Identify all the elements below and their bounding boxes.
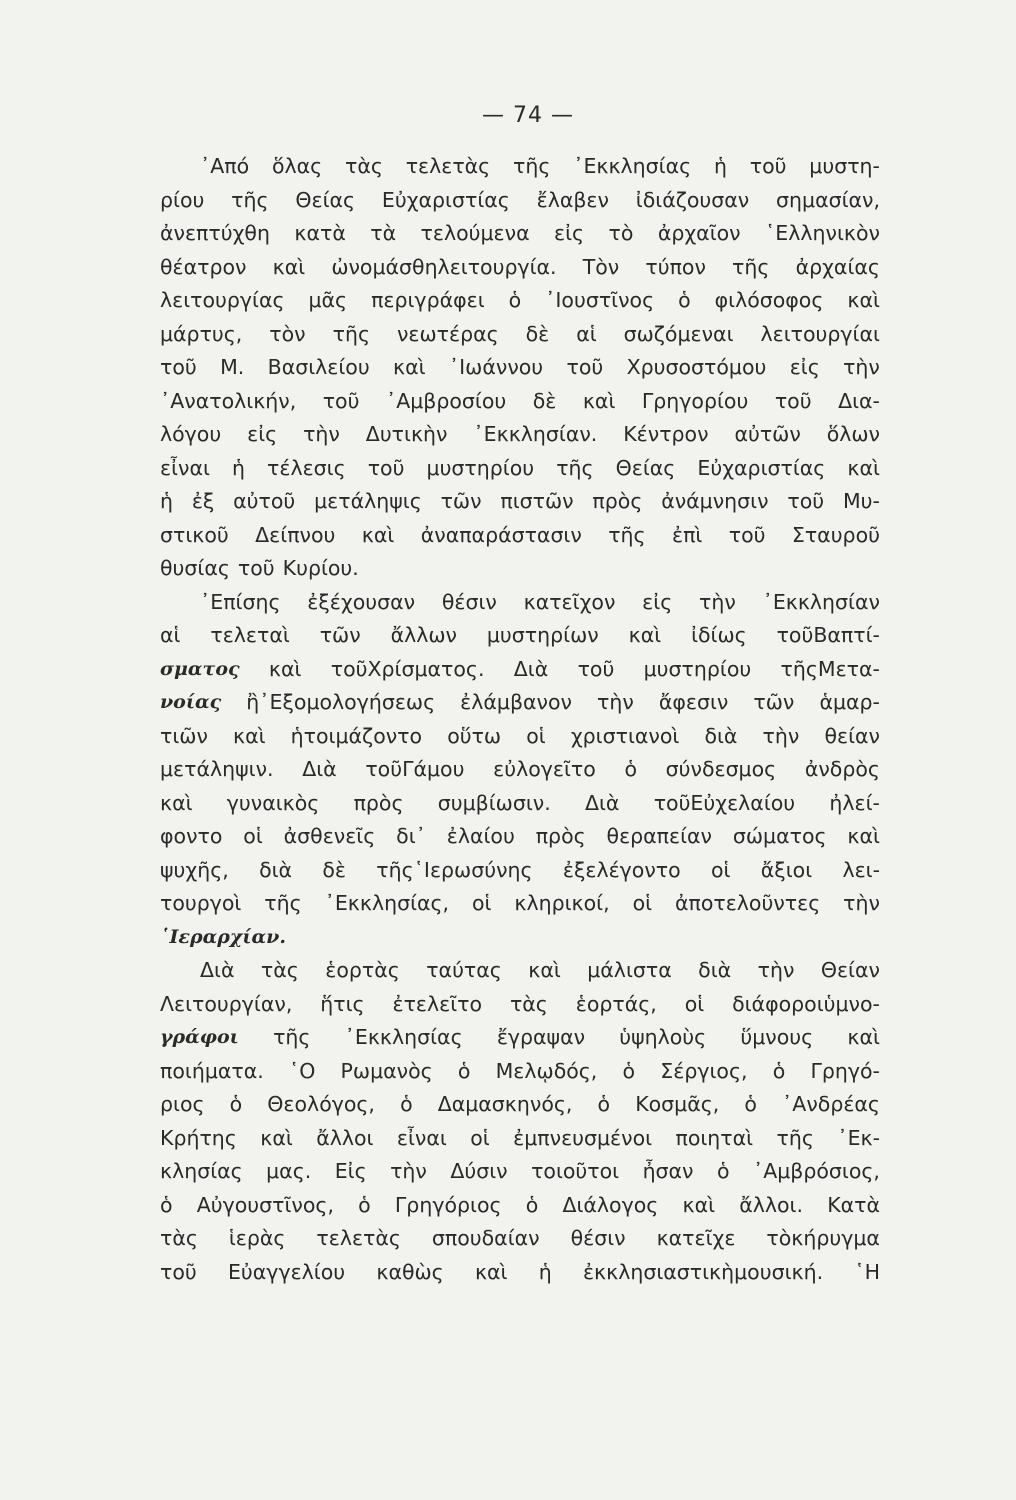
word: ρίου <box>160 187 205 212</box>
word: ἰδίως <box>691 623 747 647</box>
word: τοῦΕὐχελαίου <box>653 790 796 815</box>
word: μυστηρίων <box>486 623 599 647</box>
word: τῶν <box>319 623 361 647</box>
word: νεωτέρας <box>396 321 499 346</box>
word: τῆς <box>608 522 646 547</box>
word: ᾿Αμβρόσιος, <box>752 1159 880 1183</box>
text-line <box>160 1021 880 1055</box>
word: μας. <box>266 1159 312 1183</box>
text-line <box>160 1189 880 1223</box>
word: ψυχῆς, <box>160 857 229 882</box>
word: τῶν <box>440 489 482 513</box>
word: καὶ <box>268 656 302 681</box>
word: τῆς <box>273 1025 311 1049</box>
text-line <box>160 720 880 754</box>
word: Εἰς <box>334 1159 367 1183</box>
word: Δια- <box>838 388 880 413</box>
word: τὰ <box>370 221 397 245</box>
word: δι᾿ <box>396 824 426 848</box>
word: τιῶν <box>160 723 208 748</box>
word: κατὰ <box>294 221 346 245</box>
word: θείαν <box>824 723 880 748</box>
emphasized-word: σματος <box>160 657 240 680</box>
word: Χρυσοστόμου <box>626 355 767 379</box>
word: τὸν <box>269 321 306 346</box>
word: τὰς <box>509 991 548 1016</box>
word: θέατρον <box>160 254 247 279</box>
word: τὴν <box>843 891 880 915</box>
word: ἥτις <box>320 991 365 1016</box>
word: ᾿Ανατολικήν, <box>160 388 297 413</box>
word: καὶ <box>474 1259 508 1284</box>
word: ᾿Ιουστῖνος <box>545 288 655 312</box>
word: καὶ <box>393 355 426 379</box>
word: τουργοὶ <box>160 891 242 915</box>
word: ᾿Ανδρέας <box>782 1092 880 1116</box>
word: ᾿Εκκλησίας, <box>324 891 450 915</box>
word: Κοσμᾶς, <box>635 1092 720 1116</box>
word: Διὰ <box>513 656 549 681</box>
word: ᾿Από <box>200 154 250 178</box>
word: εἰς <box>642 589 673 614</box>
word: τὸ <box>608 221 634 245</box>
text-line <box>160 1155 880 1189</box>
word: τοῦ <box>787 489 825 513</box>
word: Διὰ <box>302 757 337 781</box>
word: ὁ <box>358 1192 371 1217</box>
word: τοῦ <box>237 556 275 580</box>
word: ἐλαίου <box>446 824 515 848</box>
word: μάλιστα <box>587 958 672 982</box>
word: τοῦΒαπτί- <box>776 623 880 647</box>
word: τελετὰς <box>405 154 491 178</box>
word: συμβίωσιν. <box>437 790 551 815</box>
word: ᾿Εκ- <box>837 1125 880 1150</box>
word: εἰς <box>789 355 820 379</box>
word: καὶ <box>260 1125 293 1150</box>
word: τὸκήρυγμα <box>766 1226 880 1250</box>
word: τῆς <box>231 187 269 212</box>
word: Κέντρον <box>623 422 709 446</box>
word: καὶ <box>582 388 616 413</box>
word: ἐλάμβανον <box>460 690 572 714</box>
word: τῆς <box>513 154 551 178</box>
word: ὕμνους <box>740 1025 814 1049</box>
text-line <box>160 820 880 854</box>
word: θεραπείαν <box>606 824 713 848</box>
word: Ρωμανὸς <box>340 1058 433 1083</box>
text-line <box>160 452 880 486</box>
word: σύνδεσμος <box>665 757 777 781</box>
word: καὶ <box>847 455 880 480</box>
word: ἄλλοι <box>316 1125 374 1150</box>
word: τοῦ <box>160 1259 197 1284</box>
word: καὶ <box>628 623 662 647</box>
word: ὁ <box>772 1058 786 1083</box>
emphasized-word: γράφοι <box>160 1026 239 1048</box>
word: ᾿Εκκλησίαν <box>762 589 880 614</box>
word: ὁ <box>400 1092 413 1116</box>
word: οἱ <box>632 891 653 915</box>
word: πιστῶν <box>500 489 574 513</box>
word: ἀρχαίας <box>795 254 880 279</box>
word: θυσίας <box>160 556 230 580</box>
word: Μελῳδός, <box>495 1058 598 1083</box>
word: ῾Ο <box>288 1058 316 1083</box>
word: Δαμασκηνός, <box>437 1092 573 1116</box>
word: λόγου <box>160 422 222 446</box>
word: ἄφεσιν <box>658 690 729 714</box>
word: καὶ <box>528 958 561 982</box>
text-line <box>160 1256 880 1290</box>
word: καὶ <box>233 723 266 748</box>
word: Σταυροῦ <box>791 522 880 547</box>
word: ἀποτελοῦντες <box>674 891 821 915</box>
word: τέλεσις <box>267 455 346 480</box>
word: λειτουργίαι <box>760 321 880 346</box>
text-line <box>160 1088 880 1122</box>
word: ἐξ <box>191 489 215 513</box>
word: οἱ <box>470 1125 490 1150</box>
word: Γρηγόριος <box>394 1192 502 1217</box>
word: μάρτυς, <box>160 321 243 346</box>
text-line <box>160 184 880 218</box>
word: μυστηρίου <box>643 656 752 681</box>
word: σωζόμεναι <box>623 321 734 346</box>
word: Λειτουργίαν, <box>160 991 293 1016</box>
word: φοντο <box>160 824 223 848</box>
word: ῾Ελληνικὸν <box>765 221 880 245</box>
word: ἡ <box>713 154 727 178</box>
text-line <box>160 988 880 1022</box>
word: διάφοροιὑμνο- <box>732 991 880 1016</box>
word: Κρήτης <box>160 1125 237 1150</box>
word: καὶ <box>847 288 880 312</box>
word: ὁ <box>160 1192 173 1217</box>
word: ἡ <box>538 1259 552 1284</box>
word: χριστιανοὶ <box>570 723 680 748</box>
word: λειτουργίας <box>160 288 285 312</box>
word: τοῦ <box>367 455 405 480</box>
word: εἰς <box>554 221 585 245</box>
word: ῾Η <box>854 1259 880 1284</box>
word: Θείαν <box>820 958 880 982</box>
word: θέσιν <box>570 1226 626 1250</box>
word: δὲ <box>322 857 346 882</box>
text-line <box>160 887 880 921</box>
word: τοῦ <box>160 355 197 379</box>
text-line <box>160 485 880 519</box>
word: κληρικοί, <box>514 891 610 915</box>
word: οἱ <box>710 857 731 882</box>
word: Εὐχαριστίας <box>697 455 826 480</box>
word: οἱ <box>526 723 546 748</box>
word: ἡ <box>160 489 173 513</box>
word: ἢ᾿Εξομολογήσεως <box>246 690 436 714</box>
text-line <box>160 753 880 787</box>
word: καὶ <box>847 824 880 848</box>
text-line <box>160 284 880 318</box>
word: τῆς <box>732 254 770 279</box>
text-line <box>160 1122 880 1156</box>
word: Διὰ <box>200 958 235 982</box>
word: ἐξελέγοντο <box>562 857 681 882</box>
word: λει- <box>842 857 880 882</box>
word: Αὐγουστῖνος, <box>196 1192 334 1217</box>
word: ἐτελεῖτο <box>392 991 483 1016</box>
word: σημασίαν, <box>776 187 880 212</box>
word: τύπον <box>645 254 706 279</box>
word: Δείπνου <box>255 522 336 547</box>
text-line <box>160 519 880 553</box>
word: περιγράφει <box>371 288 485 312</box>
word: τῆς῾Ιερωσύνης <box>376 857 533 882</box>
text-line <box>160 318 880 352</box>
word: ὁ <box>744 1092 757 1116</box>
word: πρὸς <box>592 489 643 513</box>
word: οἱ <box>684 991 705 1016</box>
word: τὴν <box>843 355 880 379</box>
word: Σέργιος, <box>660 1058 748 1083</box>
word: Διὰ <box>584 790 620 815</box>
word: ὁ <box>229 1092 243 1116</box>
word: καὶ <box>847 1025 880 1049</box>
text-line <box>160 552 880 586</box>
word: ὠνομάσθηλειτουργία. <box>331 254 557 279</box>
word: ἀνεπτύχθη <box>160 221 270 245</box>
word: τοῦΧρίσματος. <box>330 656 485 681</box>
word: ὁ <box>716 1159 730 1183</box>
word: τοῦ <box>577 656 615 681</box>
text-line <box>160 686 880 720</box>
word: ἐμπνευσμένοι <box>513 1125 653 1150</box>
word: τοιοῦτοι <box>531 1159 620 1183</box>
word: φιλόσοφος <box>714 288 824 312</box>
word: ᾿Επίσης <box>200 589 281 614</box>
word: Μ. <box>220 355 245 379</box>
text-line <box>160 150 880 184</box>
word: μυστη- <box>809 154 880 178</box>
text-line <box>160 1222 880 1256</box>
word: τὴν <box>699 589 736 614</box>
word: κλησίας <box>160 1159 243 1183</box>
word: ταύτας <box>426 958 502 982</box>
body-text <box>160 150 880 1289</box>
word: ἄλλων <box>390 623 457 647</box>
word: Γρηγορίου <box>641 388 749 413</box>
word: Βασιλείου <box>267 355 370 379</box>
word: Μυ- <box>842 489 880 513</box>
text-line <box>160 619 880 653</box>
word: τῆς <box>332 321 370 346</box>
word: ᾿Εκκλησίας <box>573 154 692 178</box>
word: ἰδιάζουσαν <box>635 187 750 212</box>
word: τὰς <box>345 154 383 178</box>
word: ὁ <box>597 1092 611 1116</box>
word: θέσιν <box>441 589 497 614</box>
word: ἑορτάς, <box>575 991 657 1016</box>
text-line <box>160 787 880 821</box>
word: ᾿Εκκλησίαν. <box>473 422 598 446</box>
word: τοῦ <box>749 154 787 178</box>
word: ἔγραψαν <box>496 1025 586 1049</box>
word: δὲ <box>532 388 557 413</box>
text-line <box>160 217 880 251</box>
word: ὁ <box>525 1192 539 1217</box>
word: τοῦ <box>566 355 604 379</box>
text-line <box>160 921 880 955</box>
word: τὴν <box>597 690 634 714</box>
text-line <box>160 586 880 620</box>
word: ἡτοιμάζοντο <box>290 723 423 748</box>
word: εἶναι <box>160 455 210 480</box>
emphasized-word: νοίας <box>160 691 222 713</box>
word: ὅλων <box>826 422 880 446</box>
word: ἀναπαράστασιν <box>420 522 582 547</box>
word: ὁ <box>624 757 637 781</box>
word: τελεταὶ <box>210 623 290 647</box>
text-line <box>160 854 880 888</box>
word: ἀσθενεῖς <box>283 824 376 848</box>
word: ἐξέχουσαν <box>307 589 416 614</box>
word: καὶ <box>682 1192 716 1217</box>
word: τοῦ <box>322 388 360 413</box>
word: αὐτῶν <box>734 422 801 446</box>
word: στικοῦ <box>160 522 229 547</box>
word: μᾶς <box>308 288 348 312</box>
text-line <box>160 385 880 419</box>
word: ἀνδρὸς <box>804 757 880 781</box>
word: οἱ <box>472 891 492 915</box>
word: ὁ <box>678 288 691 312</box>
text-line <box>160 251 880 285</box>
word: Γρηγό- <box>810 1058 880 1083</box>
word: ποιήματα. <box>160 1058 264 1083</box>
word: ἑορτὰς <box>325 958 400 982</box>
text-line <box>160 418 880 452</box>
word: Κατὰ <box>827 1192 880 1217</box>
word: εὐλογεῖτο <box>493 757 596 781</box>
word: τὴν <box>757 958 795 982</box>
word: καὶ <box>361 522 395 547</box>
word: ᾿Αμβροσίου <box>385 388 507 413</box>
word: τὴν <box>303 422 340 446</box>
word: τοῦ <box>728 522 766 547</box>
word: τὰς <box>260 958 299 982</box>
word: τοῦ <box>774 388 812 413</box>
word: οὕτω <box>447 723 502 748</box>
word: ἐπὶ <box>671 522 703 547</box>
word: πρὸς <box>535 824 586 848</box>
word: τῆςΜετα- <box>780 656 880 681</box>
word: ὁ <box>622 1058 636 1083</box>
word: τῆς <box>264 891 302 915</box>
word: ᾿Ιωάννου <box>448 355 544 379</box>
word: ἐκκλησιαστικὴμουσική. <box>582 1259 824 1284</box>
word: καθὼς <box>376 1259 444 1284</box>
word: ὑψηλοὺς <box>619 1025 707 1049</box>
word: μυστηρίου <box>426 455 535 480</box>
word: αἱ <box>160 623 181 647</box>
word: ὁ <box>457 1058 471 1083</box>
word: ἄξιοι <box>760 857 813 882</box>
word: σπουδαίαν <box>431 1226 540 1250</box>
word: Διάλογος <box>562 1192 659 1217</box>
word: Δυτικὴν <box>365 422 448 446</box>
word: ἔλαβεν <box>536 187 609 212</box>
word: Θείας <box>295 187 356 212</box>
word: ἄλλοι. <box>739 1192 803 1217</box>
text-line <box>160 653 880 687</box>
word: μετάληψιν. <box>160 757 274 781</box>
word: μετάληψις <box>314 489 422 513</box>
word: Εὐαγγελίου <box>227 1259 346 1284</box>
word: ἱερὰς <box>228 1226 286 1250</box>
word: σώματος <box>732 824 827 848</box>
word: τελετὰς <box>316 1226 401 1250</box>
emphasized-word: ῾Ιεραρχίαν. <box>160 925 286 948</box>
word: αὐτοῦ <box>233 489 296 513</box>
word: κατεῖχον <box>523 589 616 614</box>
word: τελούμενα <box>420 221 530 245</box>
text-line <box>160 1055 880 1089</box>
word: τὴν <box>390 1159 427 1183</box>
word: εἶναι <box>396 1125 447 1150</box>
word: διὰ <box>698 958 732 982</box>
page-number: — 74 — <box>482 103 574 128</box>
word: γυναικὸς <box>226 790 320 815</box>
word: ᾿Εκκλησίας <box>344 1025 463 1049</box>
word: ἦσαν <box>642 1159 694 1183</box>
word: τοῦΓάμου <box>365 757 465 781</box>
word: ἀρχαῖον <box>657 221 741 245</box>
word: Θεολόγος, <box>267 1092 375 1116</box>
text-line <box>160 954 880 988</box>
word: ποιηταὶ <box>675 1125 754 1150</box>
word: τὰς <box>160 1226 198 1250</box>
word: ριος <box>160 1092 205 1116</box>
word: Δύσιν <box>450 1159 508 1183</box>
word: ἡ <box>231 455 245 480</box>
word: ἀνάμνησιν <box>661 489 769 513</box>
word: πρὸς <box>353 790 404 815</box>
word: καὶ <box>272 254 306 279</box>
word: ὅλας <box>271 154 323 178</box>
word: διὰ <box>259 857 293 882</box>
word: οἱ <box>243 824 263 848</box>
word: Θείας <box>615 455 676 480</box>
word: Τὸν <box>582 254 620 279</box>
word: Κυρίου. <box>282 556 359 580</box>
word: ἠλεί- <box>829 790 880 815</box>
word: διὰ <box>704 723 738 748</box>
word: κατεῖχε <box>656 1226 736 1250</box>
word: τὴν <box>762 723 800 748</box>
word: αἱ <box>576 321 597 346</box>
word: ἁμαρ- <box>819 690 880 714</box>
text-line <box>160 351 880 385</box>
word: τῶν <box>753 690 795 714</box>
word: καὶ <box>160 790 193 815</box>
word: εἰς <box>247 422 278 446</box>
word: ὁ <box>508 288 522 312</box>
word: τῆς <box>556 455 594 480</box>
word: τῆς <box>776 1125 814 1150</box>
word: δὲ <box>525 321 550 346</box>
word: Εὐχαριστίας <box>381 187 510 212</box>
